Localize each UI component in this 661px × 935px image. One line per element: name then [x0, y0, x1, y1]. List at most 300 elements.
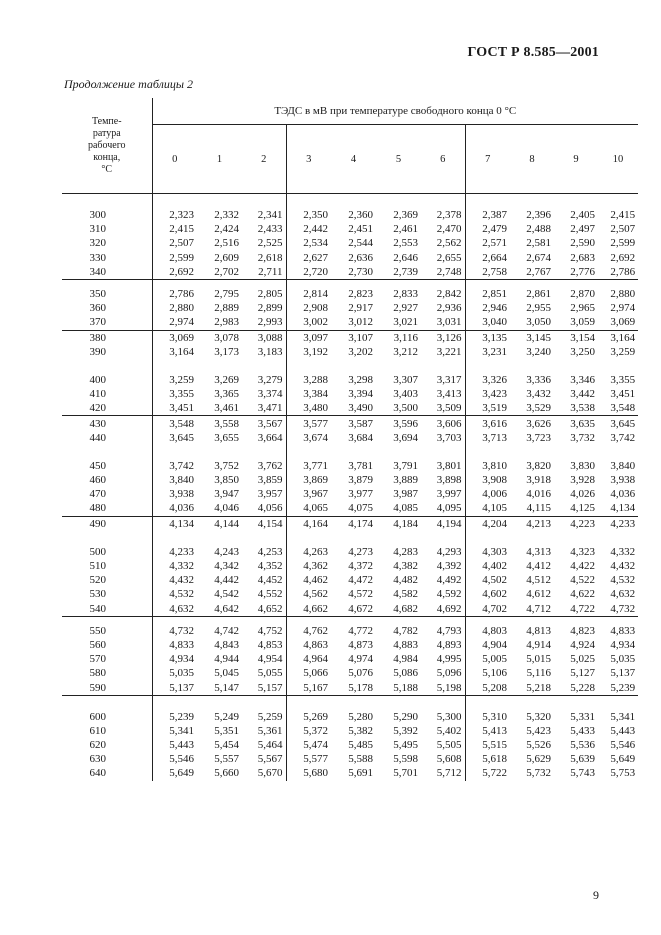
emf-value-cell: 2,590: [570, 237, 595, 250]
emf-value-cell: 5,127: [570, 667, 595, 680]
temperature-cell: 360: [62, 301, 152, 315]
emf-value-cell: 4,026: [570, 488, 595, 501]
emf-value-cell: 5,546: [610, 739, 636, 752]
emf-value-cell: 5,086: [393, 667, 418, 680]
temperature-cell: 560: [62, 638, 152, 652]
temperature-cell: 410: [62, 387, 152, 401]
emf-value-cell: 3,164: [598, 330, 638, 345]
emf-value-cell: 2,415: [169, 223, 194, 236]
emf-value-cell: 3,703: [436, 431, 462, 444]
emf-value-cell: 4,263: [286, 545, 331, 559]
table-continuation-caption: Продолжение таблицы 2: [64, 77, 194, 91]
emf-value-cell: 2,525: [257, 237, 283, 250]
emf-value-cell: 3,040: [465, 315, 510, 330]
emf-value-cell: 3,116: [376, 330, 421, 345]
emf-value-cell: 2,369: [393, 209, 418, 222]
emf-value-cell: 5,402: [436, 724, 462, 737]
emf-value-cell: 4,174: [331, 516, 376, 531]
emf-value-cell: 4,293: [436, 545, 462, 558]
emf-value-cell: 5,743: [570, 767, 595, 780]
emf-value-cell: 3,145: [510, 330, 554, 345]
emf-value-cell: 3,840: [610, 459, 636, 472]
table-row: [62, 652, 638, 666]
emf-value-cell: 5,495: [393, 739, 418, 752]
table-row: [62, 345, 638, 359]
standard-code: ГОСТ Р 8.585—2001: [467, 45, 599, 60]
emf-value-cell: 3,164: [169, 345, 194, 358]
column-header: 3: [286, 125, 331, 194]
emf-value-cell: 5,361: [257, 724, 283, 737]
emf-value-cell: 5,546: [169, 753, 194, 766]
table-row: [62, 680, 638, 695]
emf-value-cell: 5,147: [214, 681, 239, 694]
emf-value-cell: 5,608: [436, 753, 462, 766]
table-row: [62, 738, 638, 752]
emf-value-cell: 3,938: [169, 488, 194, 501]
emf-value-cell: 2,360: [348, 209, 373, 222]
emf-value-cell: 2,776: [570, 265, 595, 278]
emf-value-cell: 2,581: [526, 237, 551, 250]
emf-value-cell: 4,402: [465, 559, 510, 573]
emf-value-cell: 5,382: [348, 724, 373, 737]
emf-value-cell: 5,732: [526, 767, 551, 780]
table-row: [62, 487, 638, 501]
emf-value-cell: 4,512: [526, 574, 551, 587]
emf-value-cell: 3,908: [465, 473, 510, 487]
column-header: 6: [421, 125, 465, 194]
temperature-cell: 540: [62, 602, 152, 617]
emf-value-cell: 4,853: [257, 638, 283, 651]
emf-value-cell: 2,497: [570, 223, 595, 236]
emf-value-cell: 3,655: [214, 431, 239, 444]
emf-value-cell: 2,814: [286, 287, 331, 301]
temperature-cell: 640: [62, 766, 152, 780]
table-row: [62, 431, 638, 445]
emf-value-cell: 2,534: [286, 236, 331, 250]
emf-value-cell: 4,253: [257, 545, 283, 558]
emf-value-cell: 3,781: [348, 459, 373, 472]
temperature-header-line: °С: [101, 163, 113, 175]
temperature-cell: 530: [62, 587, 152, 601]
emf-value-cell: 3,279: [257, 373, 283, 386]
emf-value-cell: 4,995: [436, 653, 462, 666]
emf-value-cell: 3,635: [554, 416, 598, 431]
emf-value-cell: 3,202: [348, 345, 373, 358]
emf-value-cell: 3,957: [257, 488, 283, 501]
temperature-cell: 370: [62, 315, 152, 330]
emf-value-cell: 3,269: [214, 373, 239, 386]
emf-value-cell: 4,652: [257, 602, 283, 615]
table-row: [62, 287, 638, 301]
table-row: [62, 724, 638, 738]
emf-value-cell: 3,810: [465, 459, 510, 473]
emf-value-cell: 5,618: [465, 752, 510, 766]
emf-value-cell: 5,691: [348, 767, 373, 780]
emf-value-cell: 5,753: [610, 767, 636, 780]
temperature-cell: 420: [62, 401, 152, 416]
table-row: [62, 301, 638, 315]
emf-value-cell: 4,125: [570, 502, 595, 515]
column-header: 10: [598, 125, 638, 194]
emf-value-cell: 4,893: [436, 638, 462, 651]
temperature-cell: 500: [62, 545, 152, 559]
table-row: [62, 236, 638, 250]
emf-value-cell: 3,298: [348, 373, 373, 386]
emf-value-cell: 5,310: [465, 710, 510, 724]
emf-value-cell: 4,273: [348, 545, 373, 558]
emf-value-cell: 3,771: [286, 459, 331, 473]
emf-value-cell: 3,791: [393, 459, 418, 472]
emf-value-cell: 3,212: [393, 345, 418, 358]
emf-value-cell: 2,720: [286, 265, 331, 280]
emf-value-cell: 4,095: [436, 502, 462, 515]
emf-value-cell: 4,582: [393, 588, 418, 601]
emf-value-cell: 3,336: [526, 373, 551, 386]
emf-value-cell: 2,692: [169, 265, 194, 278]
emf-value-cell: 4,752: [257, 624, 283, 637]
temperature-cell: 470: [62, 487, 152, 501]
emf-value-cell: 5,290: [393, 710, 418, 723]
emf-value-cell: 2,553: [393, 237, 418, 250]
emf-value-cell: 4,732: [169, 624, 194, 637]
emf-value-cell: 3,587: [331, 416, 376, 431]
emf-value-cell: 5,076: [348, 667, 373, 680]
emf-value-cell: 4,233: [169, 545, 194, 558]
row-spacer: [62, 279, 638, 287]
emf-value-cell: 3,307: [393, 373, 418, 386]
temperature-cell: 590: [62, 680, 152, 695]
emf-value-cell: 4,144: [197, 516, 242, 531]
table-row: [62, 373, 638, 387]
emf-value-cell: 4,984: [393, 653, 418, 666]
emf-value-cell: 5,320: [526, 710, 551, 723]
emf-value-cell: 3,762: [257, 459, 283, 472]
emf-value-cell: 3,674: [286, 431, 331, 445]
emf-value-cell: 4,532: [169, 588, 194, 601]
emf-value-cell: 2,396: [526, 209, 551, 222]
table-row: [62, 501, 638, 516]
emf-value-cell: 3,346: [570, 373, 595, 386]
table-row: [62, 587, 638, 601]
emf-value-cell: 3,859: [257, 474, 283, 487]
emf-value-cell: 4,542: [214, 588, 239, 601]
emf-value-cell: 4,793: [436, 624, 462, 637]
emf-value-cell: 3,021: [393, 316, 418, 329]
emf-value-cell: 4,552: [257, 588, 283, 601]
emf-value-cell: 5,649: [169, 767, 194, 780]
emf-value-cell: 4,432: [169, 574, 194, 587]
emf-value-cell: 4,362: [286, 559, 331, 573]
table-row: [62, 624, 638, 638]
emf-value-cell: 4,833: [610, 624, 636, 637]
emf-value-cell: 2,516: [214, 237, 239, 250]
emf-value-cell: 2,424: [214, 223, 239, 236]
emf-value-cell: 3,606: [421, 416, 465, 431]
emf-value-cell: 3,869: [286, 473, 331, 487]
row-spacer: [62, 445, 638, 459]
emf-value-cell: 5,629: [526, 753, 551, 766]
emf-value-cell: 4,085: [393, 502, 418, 515]
emf-value-cell: 2,341: [257, 209, 283, 222]
emf-value-cell: 3,664: [257, 431, 283, 444]
emf-value-cell: 5,239: [610, 681, 636, 694]
emf-value-cell: 2,387: [465, 208, 510, 222]
temperature-cell: 490: [62, 516, 152, 531]
emf-value-cell: 5,208: [465, 680, 510, 695]
emf-value-cell: 4,702: [465, 602, 510, 617]
emf-value-cell: 4,075: [348, 502, 373, 515]
thermo-emf-table-container: [62, 98, 636, 781]
emf-value-cell: 4,612: [526, 588, 551, 601]
emf-value-cell: 3,078: [197, 330, 242, 345]
table-row: [62, 387, 638, 401]
emf-value-cell: 3,918: [526, 474, 551, 487]
emf-value-cell: 2,974: [169, 316, 194, 329]
emf-value-cell: 5,515: [465, 738, 510, 752]
emf-value-cell: 2,795: [214, 288, 239, 301]
emf-value-cell: 5,712: [436, 767, 462, 780]
emf-value-cell: 2,332: [214, 209, 239, 222]
emf-value-cell: 4,954: [257, 653, 283, 666]
temperature-cell: 350: [62, 287, 152, 301]
column-header: 0: [152, 125, 197, 194]
emf-value-cell: 3,107: [331, 330, 376, 345]
emf-value-cell: 5,485: [348, 739, 373, 752]
table-row: [62, 545, 638, 559]
temperature-cell: 630: [62, 752, 152, 766]
emf-value-cell: 5,157: [257, 681, 283, 694]
emf-value-cell: 5,341: [610, 710, 636, 723]
table-row: [62, 265, 638, 280]
emf-value-cell: 3,259: [610, 345, 636, 358]
emf-value-cell: 5,045: [214, 667, 239, 680]
emf-value-cell: 4,332: [610, 545, 636, 558]
emf-value-cell: 3,548: [610, 402, 636, 415]
emf-value-cell: 3,088: [242, 330, 286, 345]
emf-value-cell: 3,558: [197, 416, 242, 431]
emf-value-cell: 2,599: [610, 237, 636, 250]
emf-value-cell: 3,250: [570, 345, 595, 358]
emf-value-cell: 5,577: [286, 752, 331, 766]
emf-value-cell: 3,519: [465, 401, 510, 416]
emf-value-cell: 5,372: [286, 724, 331, 738]
emf-value-cell: 4,016: [526, 488, 551, 501]
emf-value-cell: 2,786: [169, 288, 194, 301]
table-row: [62, 559, 638, 573]
emf-value-cell: 4,532: [610, 574, 636, 587]
emf-value-cell: 3,938: [610, 474, 636, 487]
temperature-cell: 610: [62, 724, 152, 738]
emf-value-cell: 4,382: [393, 560, 418, 573]
emf-value-cell: 4,632: [610, 588, 636, 601]
emf-value-cell: 3,183: [257, 345, 283, 358]
emf-value-cell: 4,372: [348, 560, 373, 573]
emf-value-cell: 4,472: [348, 574, 373, 587]
emf-value-cell: 3,801: [436, 459, 462, 472]
table-row: [62, 459, 638, 473]
emf-value-cell: 5,188: [393, 681, 418, 694]
emf-value-cell: 5,025: [570, 653, 595, 666]
emf-value-cell: 5,454: [214, 739, 239, 752]
emf-value-cell: 2,350: [286, 208, 331, 222]
temperature-cell: 480: [62, 501, 152, 516]
column-header: 1: [197, 125, 242, 194]
emf-value-cell: 2,974: [610, 302, 636, 315]
emf-value-cell: 3,059: [570, 316, 595, 329]
emf-value-cell: 3,538: [570, 402, 595, 415]
table-row: [62, 638, 638, 652]
emf-value-cell: 4,442: [214, 574, 239, 587]
emf-value-cell: 5,269: [286, 710, 331, 724]
emf-value-cell: 2,562: [436, 237, 462, 250]
emf-value-cell: 2,692: [610, 251, 636, 264]
emf-value-cell: 3,616: [465, 416, 510, 431]
emf-value-cell: 5,526: [526, 739, 551, 752]
temperature-cell: 520: [62, 573, 152, 587]
header-row-group: [62, 98, 638, 125]
page-number: 9: [593, 888, 599, 902]
emf-value-cell: 4,233: [598, 516, 638, 531]
emf-value-cell: 4,194: [421, 516, 465, 531]
column-header: 9: [554, 125, 598, 194]
emf-value-cell: 3,713: [465, 431, 510, 445]
emf-value-cell: 5,392: [393, 724, 418, 737]
emf-value-cell: 3,548: [152, 416, 197, 431]
emf-value-cell: 5,280: [348, 710, 373, 723]
emf-value-cell: 5,035: [169, 667, 194, 680]
emf-value-cell: 3,135: [465, 330, 510, 345]
emf-value-cell: 3,394: [348, 388, 373, 401]
emf-value-cell: 5,639: [570, 753, 595, 766]
emf-value-cell: 4,924: [570, 638, 595, 651]
emf-value-cell: 2,880: [169, 302, 194, 315]
emf-value-cell: 4,672: [348, 602, 373, 615]
emf-value-cell: 3,626: [510, 416, 554, 431]
table-row: [62, 222, 638, 236]
temperature-cell: 600: [62, 710, 152, 724]
emf-value-cell: 4,115: [526, 502, 551, 515]
temperature-cell: 620: [62, 738, 152, 752]
temperature-cell: 380: [62, 330, 152, 345]
emf-value-cell: 4,184: [376, 516, 421, 531]
emf-value-cell: 3,192: [286, 345, 331, 359]
emf-value-cell: 5,423: [526, 724, 551, 737]
emf-value-cell: 4,164: [286, 516, 331, 531]
emf-value-cell: 4,602: [465, 587, 510, 601]
emf-value-cell: 3,500: [393, 402, 418, 415]
emf-value-cell: 3,898: [436, 474, 462, 487]
emf-value-cell: 5,670: [257, 767, 283, 780]
emf-value-cell: 3,577: [286, 416, 331, 431]
emf-value-cell: 3,031: [436, 316, 462, 329]
emf-value-cell: 5,536: [570, 739, 595, 752]
temperature-cell: 310: [62, 222, 152, 236]
emf-value-cell: 2,805: [257, 288, 283, 301]
temperature-column-header: [62, 98, 152, 194]
emf-value-cell: 3,997: [436, 488, 462, 501]
emf-value-cell: 3,645: [169, 431, 194, 444]
emf-value-cell: 2,674: [526, 251, 551, 264]
emf-value-cell: 2,646: [393, 251, 418, 264]
emf-value-cell: 2,378: [436, 209, 462, 222]
emf-value-cell: 5,239: [169, 710, 194, 723]
emf-value-cell: 2,861: [526, 288, 551, 301]
temperature-cell: 320: [62, 236, 152, 250]
emf-value-cell: 4,303: [465, 545, 510, 559]
emf-value-cell: 2,507: [610, 223, 636, 236]
emf-value-cell: 4,056: [257, 502, 283, 515]
emf-value-cell: 2,702: [214, 265, 239, 278]
emf-value-cell: 2,993: [257, 316, 283, 329]
emf-value-cell: 3,355: [610, 373, 636, 386]
table-row: [62, 666, 638, 680]
table-row: [62, 251, 638, 265]
emf-value-cell: 2,946: [465, 301, 510, 315]
emf-value-cell: 3,732: [570, 431, 595, 444]
emf-value-cell: 4,944: [214, 653, 239, 666]
emf-value-cell: 2,936: [436, 302, 462, 315]
emf-value-cell: 5,178: [348, 681, 373, 694]
emf-value-cell: 5,331: [570, 710, 595, 723]
temperature-cell: 340: [62, 265, 152, 280]
emf-value-cell: 2,655: [436, 251, 462, 264]
emf-value-cell: 2,627: [286, 251, 331, 265]
emf-value-cell: 2,739: [393, 265, 418, 278]
emf-value-cell: 4,813: [526, 624, 551, 637]
emf-value-cell: 4,046: [214, 502, 239, 515]
emf-value-cell: 3,480: [286, 401, 331, 416]
emf-value-cell: 5,106: [465, 666, 510, 680]
emf-value-cell: 4,662: [286, 602, 331, 617]
emf-value-cell: 3,742: [169, 459, 194, 472]
table-row: [62, 602, 638, 617]
emf-value-cell: 4,772: [348, 624, 373, 637]
emf-value-cell: 5,005: [465, 652, 510, 666]
emf-value-cell: 5,167: [286, 680, 331, 695]
emf-value-cell: 2,711: [258, 265, 283, 278]
emf-value-cell: 5,035: [610, 653, 636, 666]
emf-value-cell: 5,598: [393, 753, 418, 766]
emf-value-cell: 3,451: [169, 402, 194, 415]
emf-value-cell: 2,609: [214, 251, 239, 264]
table-row: [62, 315, 638, 330]
emf-value-cell: 2,488: [526, 223, 551, 236]
table-row: [62, 573, 638, 587]
emf-value-cell: 3,977: [348, 488, 373, 501]
emf-value-cell: 4,803: [465, 624, 510, 638]
emf-value-cell: 3,384: [286, 387, 331, 401]
emf-value-cell: 4,904: [465, 638, 510, 652]
emf-value-cell: 5,464: [257, 739, 283, 752]
emf-value-cell: 4,682: [393, 602, 418, 615]
emf-value-cell: 5,066: [286, 666, 331, 680]
emf-value-cell: 5,137: [610, 667, 636, 680]
emf-value-cell: 5,443: [169, 739, 194, 752]
row-spacer: [62, 616, 638, 624]
emf-value-cell: 4,642: [214, 602, 239, 615]
emf-value-cell: 3,451: [610, 388, 636, 401]
emf-value-cell: 4,313: [526, 545, 551, 558]
emf-value-cell: 3,403: [393, 388, 418, 401]
emf-value-cell: 4,934: [169, 653, 194, 666]
emf-value-cell: 2,767: [526, 265, 551, 278]
emf-value-cell: 4,065: [286, 501, 331, 516]
emf-value-cell: 2,730: [348, 265, 373, 278]
temperature-cell: 550: [62, 624, 152, 638]
table-row: [62, 416, 638, 431]
emf-value-cell: 3,684: [348, 431, 373, 444]
emf-value-cell: 5,096: [436, 667, 462, 680]
